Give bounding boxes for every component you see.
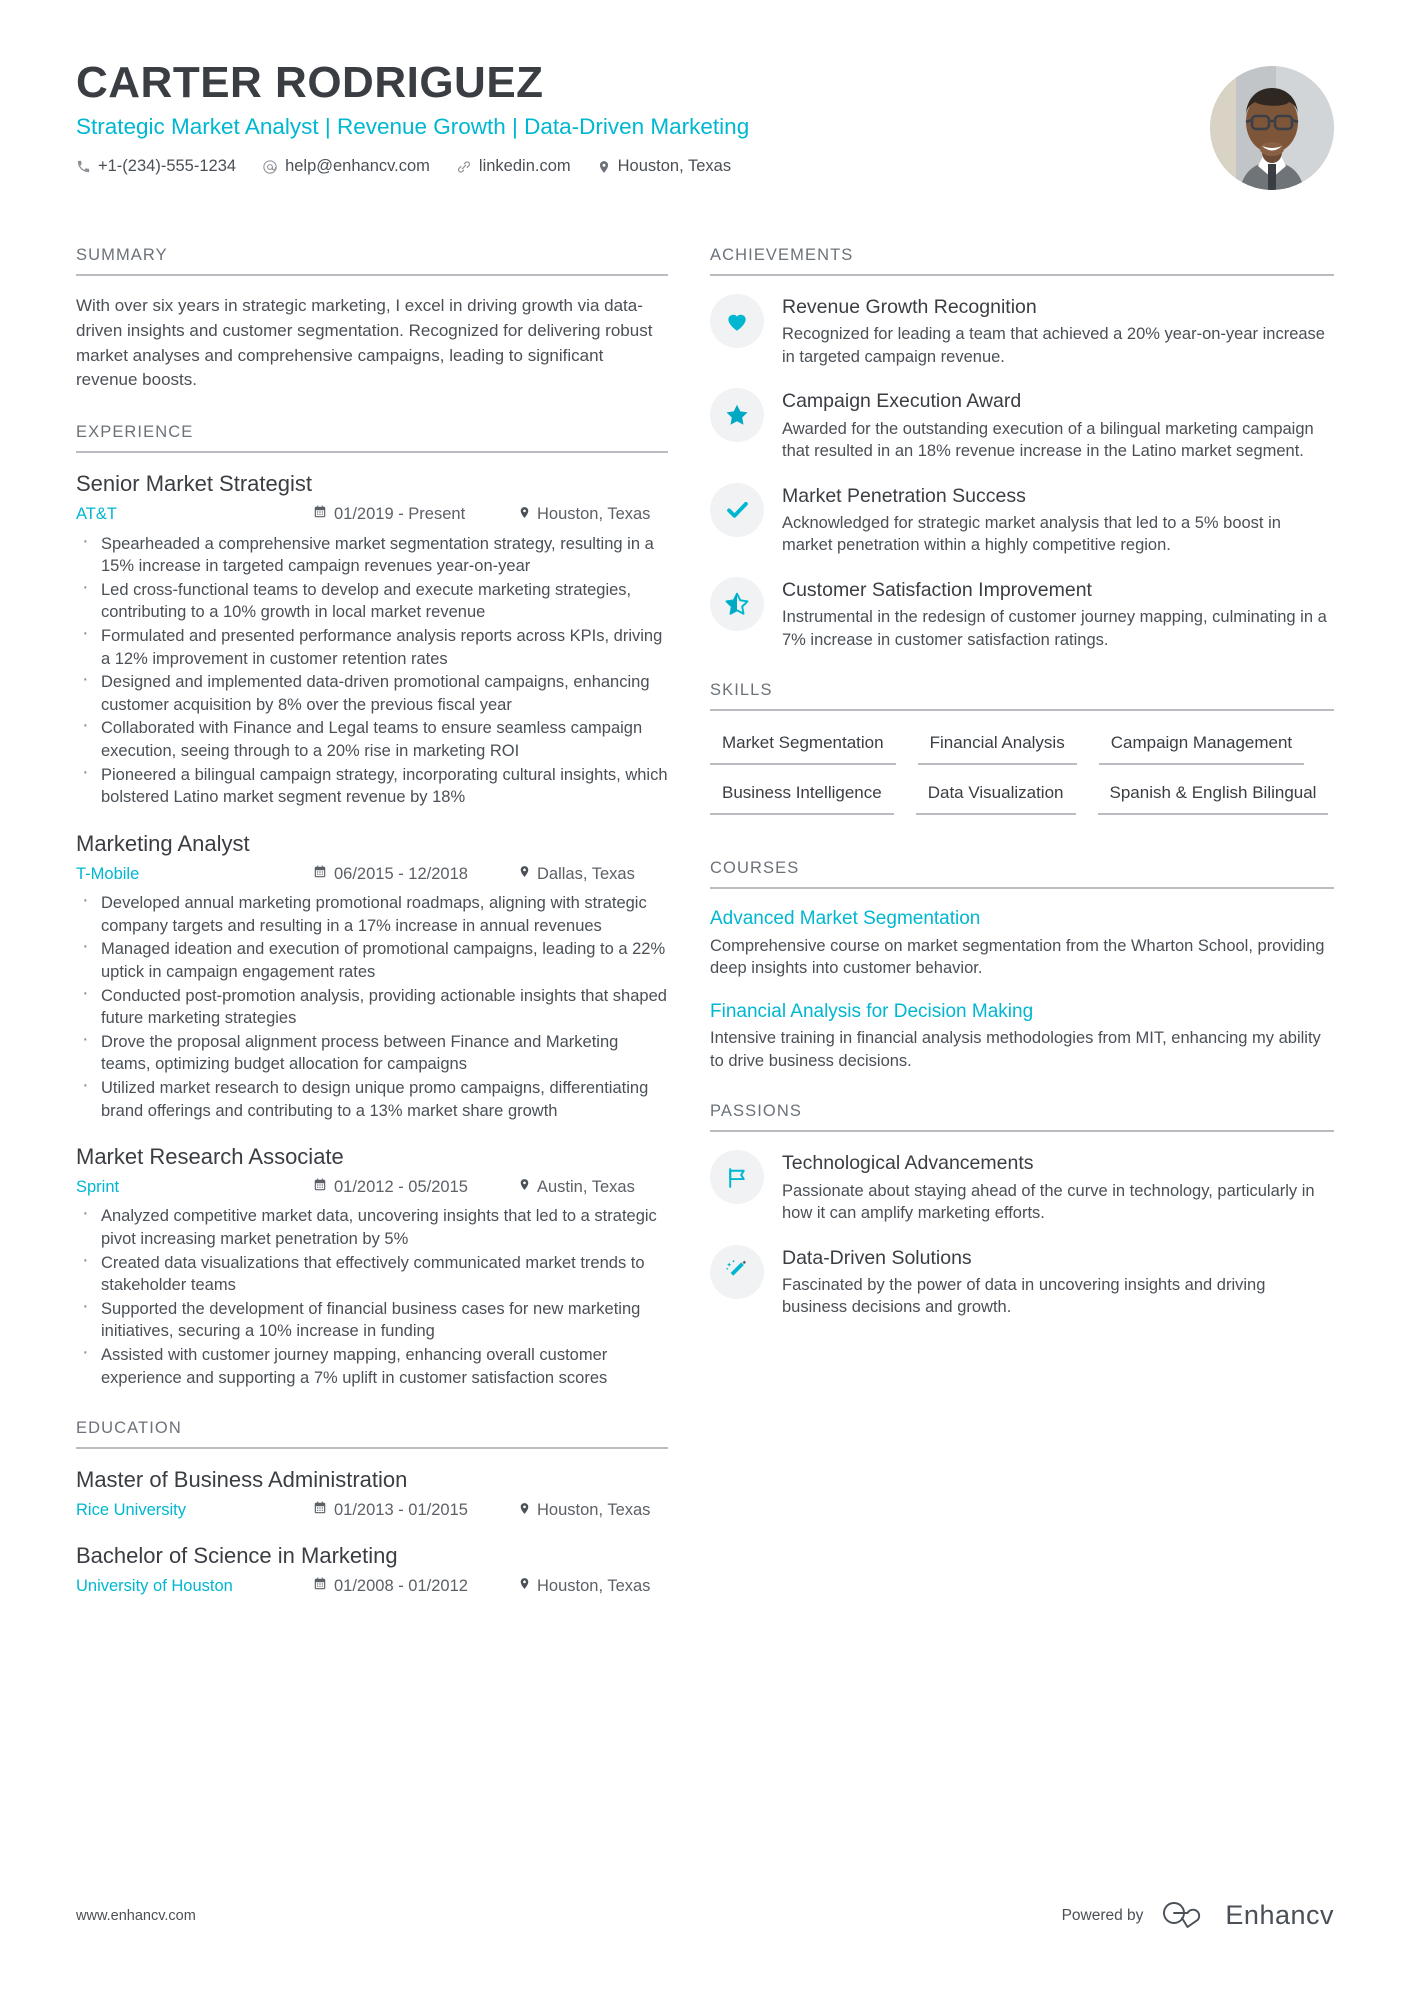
calendar-icon: [313, 505, 327, 524]
achievement-title: Market Penetration Success: [782, 484, 1026, 507]
section-skills: [710, 681, 1334, 829]
contact-phone[interactable]: [76, 157, 236, 176]
achievement-desc: Instrumental in the redesign of customer journey mapping, culminating in a 7% increase in customer satisfaction ratings.: [782, 608, 1327, 649]
contact-email[interactable]: [262, 157, 430, 176]
section-courses: [710, 859, 1334, 1072]
job-meta: [76, 864, 668, 884]
job-title: Marketing Analyst: [76, 830, 250, 856]
calendar-icon: [313, 1178, 327, 1197]
experience-section-title: EXPERIENCE: [76, 423, 668, 453]
job-date-text: 01/2012 - 05/2015: [334, 1177, 468, 1196]
experience-entry: [76, 831, 668, 1122]
achievement-item: [710, 483, 1334, 557]
contact-phone-text: +1-(234)-555-1234: [98, 157, 237, 176]
job-bullet: · Assisted with customer journey mapping, enhancing overall customer experience and supporting a 7% uplift in customer satisfaction scores: [76, 1344, 668, 1389]
job-bullet: · Analyzed competitive market data, uncovering insights that led to a strategic pivot increasing market penetration by 5%: [76, 1205, 668, 1250]
achievement-item: [710, 577, 1334, 651]
achievement-title: Revenue Growth Recognition: [782, 296, 1037, 318]
heart-icon: [710, 294, 764, 348]
achievement-title: Campaign Execution Award: [782, 390, 1022, 413]
calendar-icon: [313, 1577, 327, 1596]
job-bullet: · Managed ideation and execution of promotional campaigns, leading to a 22% uptick in campaign engagement rates: [76, 938, 668, 983]
resume-footer: [76, 1898, 1334, 1933]
enhancv-mark-icon: [1161, 1898, 1213, 1933]
skills-list: [710, 729, 1334, 829]
skills-section-title: SKILLS: [710, 681, 1334, 711]
skill-chip: Spanish & English Bilingual: [1098, 779, 1329, 815]
email-icon: [262, 159, 278, 175]
content-columns: [76, 246, 1334, 1626]
enhancv-logo: [1161, 1898, 1334, 1933]
section-passions: [710, 1102, 1334, 1319]
footer-website[interactable]: www.enhancv.com: [76, 1907, 196, 1924]
job-bullets: [76, 1205, 668, 1389]
job-location-text: Houston, Texas: [537, 505, 651, 524]
location-icon: [518, 1501, 531, 1521]
job-bullet: · Supported the development of financial business cases for new marketing initiatives, securing a 10% increase in funding: [76, 1298, 668, 1343]
summary-text: With over six years in strategic marketing, I excel in driving growth via data-driven insights and customer segmentation. Recognized for delivering robust market analyses and comprehensive campaigns, leading to significant revenue boosts.: [76, 296, 653, 390]
job-bullets: [76, 533, 668, 809]
job-bullet: · Led cross-functional teams to develop and execute marketing strategies, contributing to a 10% growth in local market revenue: [76, 579, 668, 624]
degree-location-text: Houston, Texas: [537, 1501, 651, 1520]
school-name[interactable]: Rice University: [76, 1501, 187, 1520]
passion-title: Technological Advancements: [782, 1152, 1034, 1175]
job-bullet: · Collaborated with Finance and Legal teams to ensure seamless campaign execution, seeing through to a 20% rise in marketing ROI: [76, 717, 668, 762]
achievement-desc: Acknowledged for strategic market analysis that led to a 5% boost in market penetration within a highly competitive region.: [782, 513, 1281, 555]
contact-linkedin[interactable]: [456, 157, 571, 176]
star-icon: [710, 388, 764, 442]
course-title[interactable]: Financial Analysis for Decision Making: [710, 1000, 1034, 1022]
passion-item: [710, 1150, 1334, 1224]
job-bullet: · Formulated and presented performance analysis reports across KPIs, driving a 12% improvement in customer retention rates: [76, 625, 668, 670]
courses-section-title: COURSES: [710, 859, 1334, 889]
course-desc: Intensive training in financial analysis methodologies from MIT, enhancing my ability to drive business decisions.: [710, 1029, 1321, 1070]
passions-section-title: PASSIONS: [710, 1102, 1334, 1132]
job-bullet: · Developed annual marketing promotional roadmaps, aligning with strategic company targets and resulting in a 17% increase in annual revenues: [76, 892, 668, 937]
half-star-icon: [710, 577, 764, 631]
calendar-icon: [313, 1501, 327, 1520]
job-location-text: Dallas, Texas: [537, 864, 635, 883]
job-company[interactable]: AT&T: [76, 505, 117, 524]
achievement-item: [710, 388, 1334, 462]
job-bullet: · Conducted post-promotion analysis, providing actionable insights that shaped future marketing strategies: [76, 985, 668, 1030]
degree-location: [518, 1501, 668, 1521]
job-title: Market Research Associate: [76, 1144, 344, 1170]
degree-title: Master of Business Administration: [76, 1467, 408, 1493]
contact-linkedin-text: linkedin.com: [478, 157, 571, 176]
degree-title: Bachelor of Science in Marketing: [76, 1542, 398, 1568]
powered-by-label: Powered by: [1061, 1906, 1144, 1924]
education-entry: [76, 1467, 668, 1520]
job-location: [518, 1177, 668, 1197]
job-company[interactable]: Sprint: [76, 1177, 120, 1196]
job-location: [518, 864, 668, 884]
experience-entry: [76, 1144, 668, 1389]
course-desc: Comprehensive course on market segmentation from the Wharton School, providing deep insights into customer behavior.: [710, 936, 1325, 978]
job-bullet: · Drove the proposal alignment process between Finance and Marketing teams, optimizing budget allocation for campaigns: [76, 1031, 668, 1076]
section-achievements: [710, 246, 1334, 651]
passion-item: [710, 1245, 1334, 1319]
avatar-image: [1210, 66, 1334, 190]
job-bullet: · Spearheaded a comprehensive market segmentation strategy, resulting in a 15% increase in targeted campaign revenues year-on-year: [76, 533, 668, 578]
course-item: [710, 907, 1334, 980]
job-date-text: 06/2015 - 12/2018: [334, 864, 468, 883]
location-icon: [518, 864, 531, 884]
job-date: [313, 505, 518, 524]
course-item: [710, 1000, 1334, 1073]
left-column: [76, 246, 668, 1626]
magic-wand-icon: [710, 1245, 764, 1299]
avatar: [1210, 66, 1334, 190]
job-bullet: · Created data visualizations that effectively communicated market trends to stakeholder teams: [76, 1252, 668, 1297]
location-icon: [518, 1576, 531, 1596]
section-experience: [76, 423, 668, 1389]
candidate-name: CARTER RODRIGUEZ: [76, 58, 544, 107]
footer-branding: [1062, 1898, 1334, 1933]
course-title[interactable]: Advanced Market Segmentation: [710, 908, 981, 930]
enhancv-wordmark: Enhancv: [1225, 1900, 1334, 1930]
link-icon: [456, 159, 472, 175]
skill-chip: Data Visualization: [916, 779, 1076, 815]
job-bullet: · Designed and implemented data-driven promotional campaigns, enhancing customer acquisition by 8% over the previous fiscal year: [76, 671, 668, 716]
degree-location: [518, 1576, 668, 1596]
degree-date-text: 01/2013 - 01/2015: [334, 1501, 468, 1520]
contact-list: [76, 157, 1334, 176]
skill-chip: Market Segmentation: [710, 729, 896, 765]
achievement-title: Customer Satisfaction Improvement: [782, 578, 1092, 601]
job-date-text: 01/2019 - Present: [334, 505, 466, 524]
job-meta: [76, 1177, 668, 1197]
achievement-desc: Awarded for the outstanding execution of a bilingual marketing campaign that resulted in an 18% revenue increase in the Latino market segment.: [782, 419, 1314, 461]
job-company[interactable]: T-Mobile: [76, 864, 140, 883]
skill-chip: Business Intelligence: [710, 779, 894, 815]
job-bullet: · Pioneered a bilingual campaign strategy, incorporating cultural insights, which bolstered Latino market segment revenue by 18%: [76, 764, 668, 809]
degree-date: [313, 1501, 518, 1520]
school-name[interactable]: University of Houston: [76, 1576, 233, 1595]
candidate-headline: Strategic Market Analyst | Revenue Growth | Data-Driven Marketing: [76, 114, 750, 140]
check-icon: [710, 483, 764, 537]
degree-meta: [76, 1576, 668, 1596]
location-icon: [518, 1177, 531, 1197]
right-column: [710, 246, 1334, 1626]
job-bullet: · Utilized market research to design unique promo campaigns, differentiating brand offerings and contributing to a 13% market share growth: [76, 1077, 668, 1122]
experience-entry: [76, 471, 668, 809]
job-date: [313, 865, 518, 884]
flag-icon: [710, 1150, 764, 1204]
job-meta: [76, 505, 668, 525]
degree-date-text: 01/2008 - 01/2012: [334, 1576, 468, 1595]
summary-section-title: SUMMARY: [76, 246, 668, 276]
degree-meta: [76, 1501, 668, 1521]
achievements-section-title: ACHIEVEMENTS: [710, 246, 1334, 276]
calendar-icon: [313, 865, 327, 884]
passion-title: Data-Driven Solutions: [782, 1246, 972, 1269]
passion-desc: Fascinated by the power of data in uncovering insights and driving business decisions and growth.: [782, 1275, 1266, 1317]
contact-location: [597, 157, 731, 176]
location-icon: [518, 505, 531, 525]
education-section-title: EDUCATION: [76, 1419, 668, 1449]
job-location: [518, 505, 668, 525]
degree-location-text: Houston, Texas: [537, 1576, 651, 1595]
job-location-text: Austin, Texas: [537, 1177, 635, 1196]
job-date: [313, 1178, 518, 1197]
passion-desc: Passionate about staying ahead of the curve in technology, particularly in how it can amplify marketing efforts.: [782, 1181, 1315, 1223]
job-title: Senior Market Strategist: [76, 471, 312, 497]
skill-chip: Campaign Management: [1099, 729, 1304, 765]
degree-date: [313, 1577, 518, 1596]
achievement-desc: Recognized for leading a team that achieved a 20% year-on-year increase in targeted campaign revenue.: [782, 325, 1325, 366]
education-entry: [76, 1543, 668, 1596]
skill-chip: Financial Analysis: [918, 729, 1077, 765]
location-icon: [597, 159, 611, 175]
achievement-item: [710, 294, 1334, 368]
section-summary: [76, 246, 668, 393]
contact-location-text: Houston, Texas: [617, 157, 732, 176]
job-bullets: [76, 892, 668, 1122]
section-education: [76, 1419, 668, 1596]
contact-email-text: help@enhancv.com: [285, 157, 430, 176]
resume-header: [76, 60, 1334, 210]
phone-icon: [76, 159, 91, 174]
